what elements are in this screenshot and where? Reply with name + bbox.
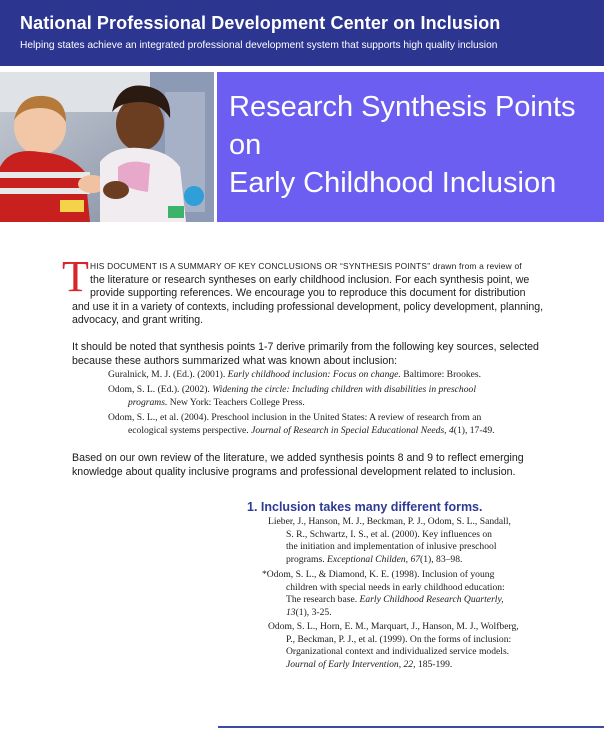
ref-journal: Journal of Research in Special Educational Needs, 4 [251, 424, 454, 436]
synthesis-point-1-title: 1. Inclusion takes many different forms. [247, 500, 483, 514]
ref-line: P., Beckman, P. J., et al. (1999). On the forms of inclusion: [286, 633, 512, 645]
ref-pages: (1), 17-49. [453, 424, 495, 436]
ref-line: children with special needs in early childhood education: [286, 581, 505, 593]
paragraph-line: because these authors summarized what was known about inclusion: [72, 354, 398, 367]
ref-line: The research base. [286, 594, 358, 606]
ref-publisher: New York: Teachers College Press. [169, 396, 305, 408]
ref-pages: (1), 83–98. [420, 553, 463, 565]
ref-line: S. R., Schwartz, I. S., et al. (2000). Key influences on [286, 528, 492, 540]
tagline: Helping states achieve an integrated professional development system that supports high quality inclusion [20, 40, 498, 51]
ref-line: Odom, S. L., Horn, E. M., Marquart, J., Hanson, M. J., Wolfberg, [268, 621, 519, 632]
intro-line: the literature or research syntheses on early childhood inclusion. For each synthesis point, we [90, 273, 530, 286]
ref-pages: 185-199. [415, 658, 453, 670]
org-name: National Professional Development Center on Inclusion [20, 13, 501, 33]
key-source-3 [108, 412, 495, 437]
ref-line: Lieber, J., Hanson, M. J., Beckman, P. J., Odom, S. L., Sandall, [268, 516, 511, 527]
ref-title: ecological systems perspective. [128, 424, 249, 436]
ref-title: programs. [128, 396, 168, 408]
added-points-paragraph [72, 452, 552, 479]
ref-journal: 13 [286, 606, 296, 618]
key-source-2 [108, 384, 476, 409]
ref-journal: Journal of Early Intervention, 22, [286, 658, 416, 670]
ref-line: *Odom, S. L., & Diamond, K. E. (1998). Inclusion of young [262, 569, 495, 580]
bottom-rule [218, 726, 604, 728]
ref-title: Widening the circle: Including children with disabilities in preschool [212, 384, 476, 395]
point1-ref-1 [268, 516, 511, 566]
children-photo-illustration [0, 72, 214, 222]
intro-paragraph [72, 260, 552, 328]
title-line-3: Early Childhood Inclusion [229, 167, 557, 199]
intro-lead: HIS DOCUMENT IS A SUMMARY OF KEY CONCLUSIONS OR “SYNTHESIS POINTS” drawn from a review of [90, 261, 522, 271]
ref-journal: Early Childhood Research Quarterly, [359, 594, 504, 606]
ref-authors: Odom, S. L. (Ed.). (2002). [108, 384, 210, 395]
ref-line: programs. [286, 553, 325, 565]
ref-line: the initiation and implementation of inlusive preschool [286, 541, 497, 553]
paragraph-line: knowledge about quality inclusive programs and professional development related to inclusion. [72, 465, 516, 478]
intro-line: and use it in a variety of contexts, including professional development, policy development, planning, [72, 300, 544, 313]
ref-publisher: Baltimore: Brookes. [403, 369, 482, 380]
header-banner [0, 0, 604, 66]
key-source-1 [108, 369, 481, 382]
key-sources-paragraph [72, 341, 552, 368]
ref-journal: Exceptional Childen, 67 [327, 553, 421, 565]
ref-pages: (1), 3-25. [295, 606, 332, 618]
paragraph-line: Based on our own review of the literature, we added synthesis points 8 and 9 to reflect emerging [72, 452, 524, 464]
drop-cap: T [62, 252, 89, 301]
intro-line: provide supporting references. We encourage you to reproduce this document for distribution [90, 287, 526, 300]
point1-ref-3 [268, 621, 519, 671]
title-line-2: on [229, 129, 262, 161]
ref-authors: Guralnick, M. J. (Ed.). (2001). [108, 369, 226, 380]
ref-authors: Odom, S. L., et al. (2004). Preschool inclusion in the United States: A review of research from an [108, 412, 482, 423]
title-line-1: Research Synthesis Points [229, 91, 576, 123]
intro-line: advocacy, and grant writing. [72, 314, 204, 327]
paragraph-line: It should be noted that synthesis points 1-7 derive primarily from the following key sources, selected [72, 341, 539, 353]
title-panel [217, 72, 604, 222]
point1-ref-2 [262, 569, 505, 619]
ref-title: Early childhood inclusion: Focus on change. [227, 369, 401, 380]
children-photo [0, 72, 214, 222]
ref-line: Organizational context and individualized service models. [286, 646, 510, 658]
